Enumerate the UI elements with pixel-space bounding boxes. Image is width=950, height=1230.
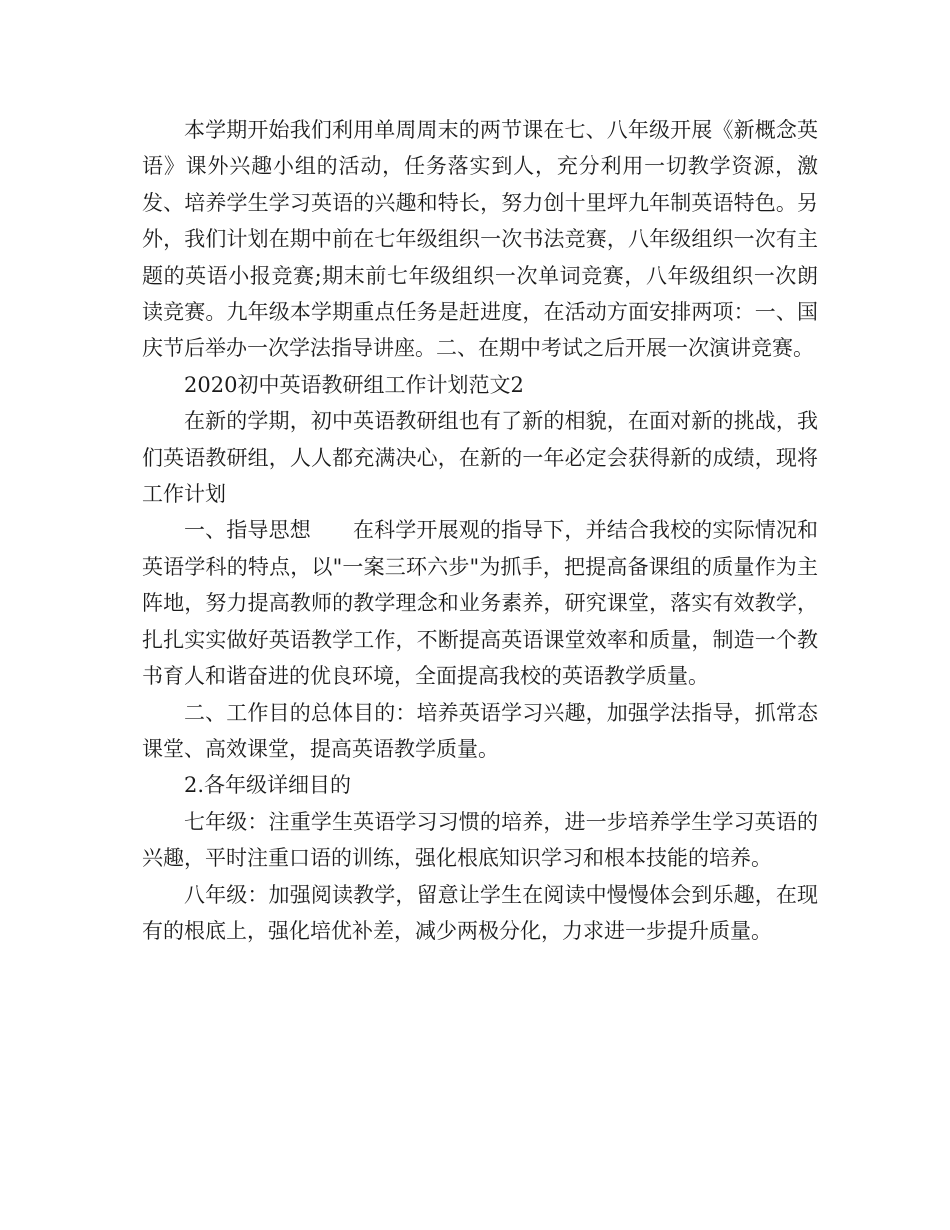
paragraph-grade-seven: 七年级：注重学生英语学习习惯的培养，进一步培养学生学习英语的兴趣，平时注重口语的训练，强化根底知识学习和根本技能的培养。: [142, 809, 818, 871]
guiding-body: 在科学开展观的指导下，并结合我校的实际情况和英语学科的特点，以"一案三环六步"为抓手，把提高备课组的质量作为主阵地，努力提高教师的教学理念和业务素养，研究课堂，落实有效教学，扎扎实实做好英语教学工作，不断提高英语课堂效率和质量，制造一个教书育人和谐奋进的优良环境，全面提高我校的英语教学质量。: [142, 518, 819, 689]
guiding-heading: 一、指导思想: [184, 518, 311, 543]
paragraph-intro: 在新的学期，初中英语教研组也有了新的相貌，在面对新的挑战，我们英语教研组，人人都充满决心，在新的一年必定会获得新的成绩，现将工作计划: [142, 409, 818, 507]
paragraph-grade-goals-heading: 2.各年级详细目的: [184, 773, 352, 798]
paragraph-overall-goal: 二、工作目的总体目的：培养英语学习兴趣，加强学法指导，抓常态课堂、高效课堂，提高英语教学质量。: [142, 700, 818, 761]
paragraph-guiding-ideas: [142, 512, 818, 694]
document-page: [142, 112, 818, 949]
paragraph-activities: 本学期开始我们利用单周周末的两节课在七、八年级开展《新概念英语》课外兴趣小组的活动，任务落实到人，充分利用一切教学资源，激发、培养学生学习英语的兴趣和特长，努力创十里坪九年制英语特色。另外，我们计划在期中前在七年级组织一次书法竞赛，八年级组织一次有主题的英语小报竞赛;期末前七年级组织一次单词竞赛，八年级组织一次朗读竞赛。九年级本学期重点任务是赶进度，在活动方面安排两项：一、国庆节后举办一次学法指导讲座。二、在期中考试之后开展一次演讲竞赛。: [142, 118, 818, 361]
paragraph-grade-eight: 八年级：加强阅读教学，留意让学生在阅读中慢慢体会到乐趣，在现有的根底上，强化培优补差，减少两极分化，力求进一步提升质量。: [142, 882, 818, 943]
section-title: 2020初中英语教研组工作计划范文2: [184, 372, 524, 397]
